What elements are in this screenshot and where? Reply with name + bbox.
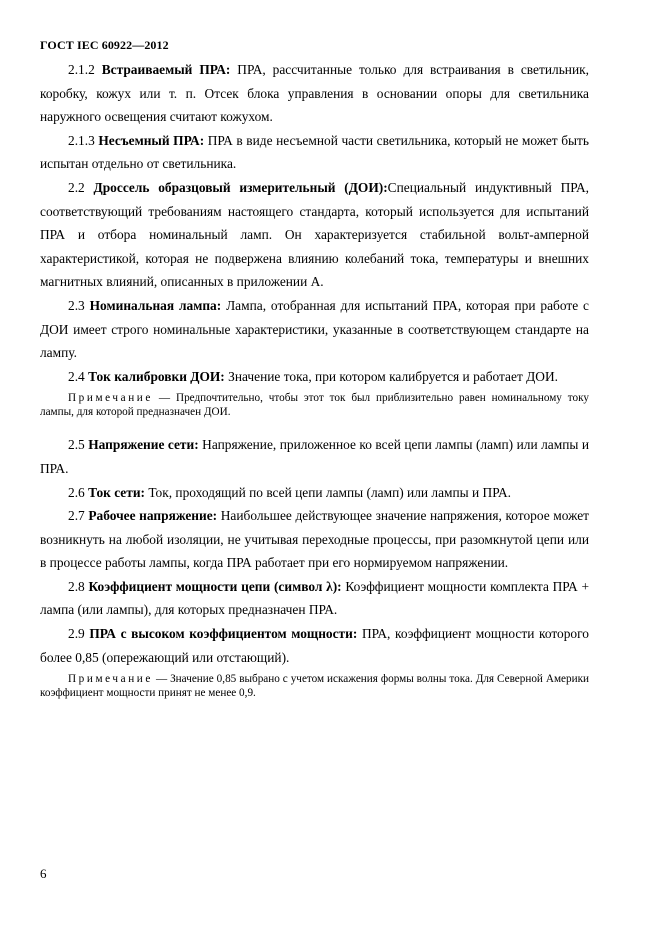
clause-2-2 [40,176,589,294]
clause-text: Лампа, отобранная для испытаний ПРА, которая при работе с ДОИ имеет строго номинальные характеристики, указанные в соответствующем стандарте на лампу. [40,297,589,361]
clause-term: Несъемный ПРА: [98,132,205,148]
clause-text: Напряжение, приложенное ко всей цепи лампы (ламп) или лампы и ПРА. [40,437,589,476]
clause-number: 2.4 [68,368,85,384]
clause-number: 2.1.2 [68,62,95,77]
clause-text: Специальный индуктивный ПРА, соответствующий требованиям настоящего стандарта, который используется для испытаний ПРА и отбора номинальный ламп. Он характеризуется стабильной вольт-амперной характеристикой, которая не подвержена влиянию колебаний тока, температуры и внешних магнитных влияний, описанных в приложении А. [40,179,589,290]
document-body [40,58,589,714]
note-text: — Предпочтительно, чтобы этот ток был приблизительно равен номинальному току лампы, для которой предназначен ДОИ. [40,392,590,419]
clause-term: ПРА с высоком коэффициентом мощности: [89,626,358,642]
clause-number: 2.3 [68,297,85,313]
clause-text: ПРА, рассчитанные только для встраивания в светильник, коробку, кожух или т. п. Отсек блока управления в основании опоры для светильника наружного освещения считают кожухом. [40,62,589,125]
clause-term: Ток сети: [88,484,145,500]
clause-2-5 [40,433,589,480]
clause-text: Коэффициент мощности комплекта ПРА + лампа (или лампы), для которых предназначен ПРА. [40,578,590,618]
clause-number: 2.9 [68,626,85,642]
clause-2-9 [40,622,589,669]
clause-term: Ток калибровки ДОИ: [88,368,225,384]
clause-text: ПРА, коэффициент мощности которого более 0,85 (опережающий или отстающий). [40,626,589,665]
clause-term: Встраиваемый ПРА: [101,62,231,77]
clause-2-1-2 [40,58,589,129]
clause-text: Значение тока, при котором калибруется и работает ДОИ. [228,368,558,384]
clause-number: 2.1.3 [68,132,95,148]
clause-2-1-3 [40,129,589,176]
clause-text: Ток, проходящий по всей цепи лампы (ламп) или лампы и ПРА. [148,484,511,500]
note-text: — Значение 0,85 выбрано с учетом искажения формы волны тока. Для Северной Америки коэффициент мощности принят не менее 0,9. [40,673,590,700]
clause-term: Напряжение сети: [88,437,199,453]
clause-2-7 [40,504,589,575]
note-2 [40,672,589,700]
clause-term: Рабочее напряжение: [88,508,218,524]
clause-number: 2.5 [68,437,85,453]
page-number: 6 [40,866,47,881]
clause-2-3 [40,294,589,365]
clause-term: Дроссель образцовый измерительный (ДОИ): [93,179,388,195]
clause-2-4 [40,365,589,389]
clause-term: Коэффициент мощности цепи (символ λ): [88,578,342,594]
note-1 [40,391,589,419]
clause-2-8 [40,575,589,622]
note-label: Примечание [68,673,153,686]
clause-text: Наибольшее действующее значение напряжения, которое может возникнуть на любой изоляции, не учитывая переходные процессы, при разомкнутой цепи или в процессе работы лампы, когда ПРА работает при его нормируемом напряжении. [40,508,589,571]
clause-text: ПРА в виде несъемной части светильника, который не может быть испытан отдельно от светильника. [40,132,589,172]
clause-number: 2.7 [68,508,85,524]
document-header: ГОСТ IEC 60922—2012 [40,38,169,52]
clause-number: 2.8 [68,578,85,594]
clause-number: 2.2 [68,179,85,195]
clause-2-6 [40,481,589,505]
clause-number: 2.6 [68,484,85,500]
note-label: Примечание [68,392,153,405]
clause-term: Номинальная лампа: [89,297,222,313]
